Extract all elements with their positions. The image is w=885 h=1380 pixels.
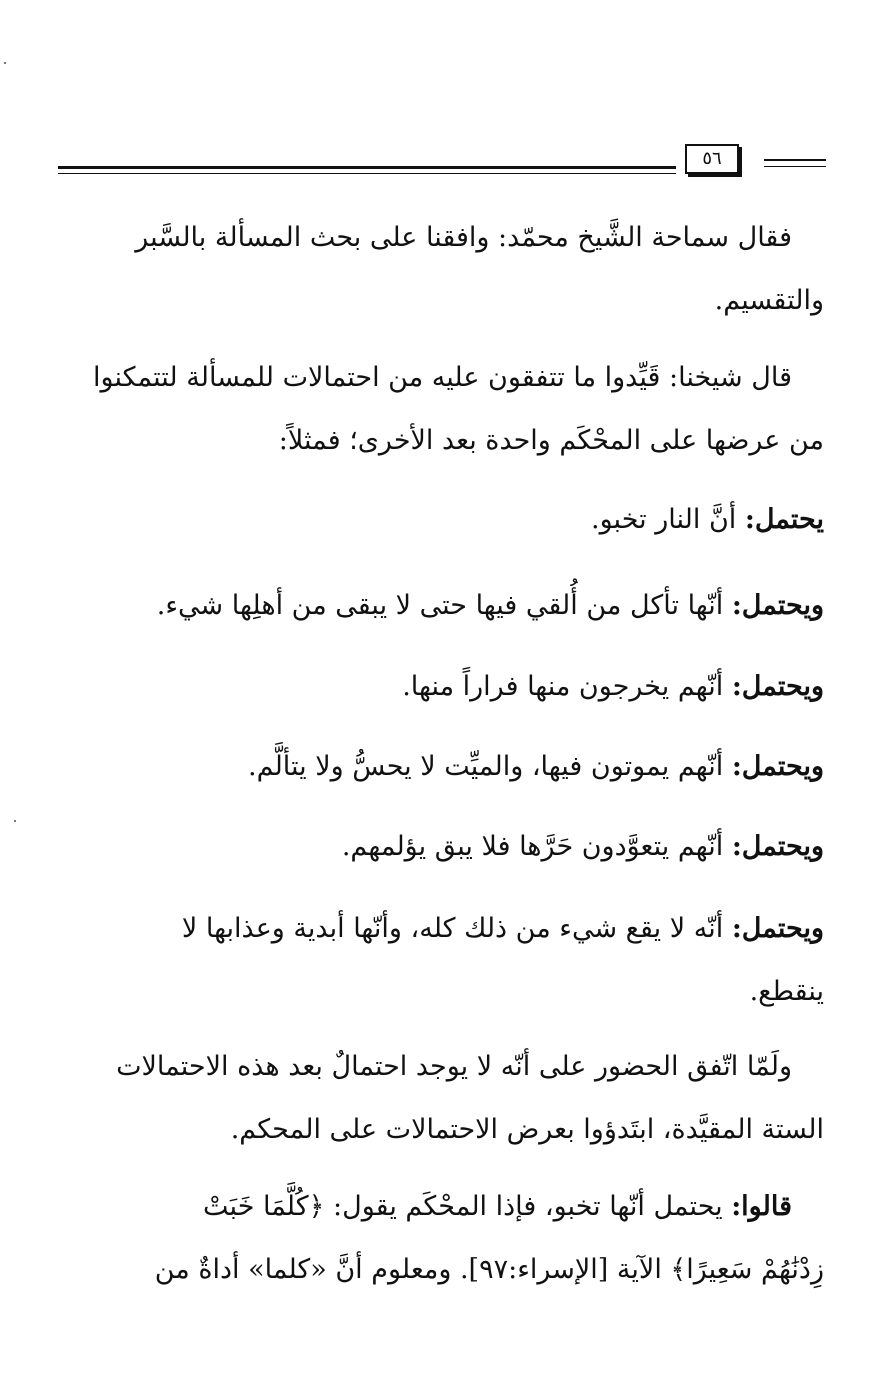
option-2 [52, 574, 824, 637]
header-rule-short-thin [764, 166, 826, 167]
paragraph-3 [52, 1035, 824, 1161]
option-label: ويحتمل: [731, 831, 824, 862]
option-text: أنّه لا يقع شيء من ذلك كله، وأنّها أبدية وعذابها لا [181, 913, 732, 944]
paragraph-1 [52, 206, 824, 332]
page-header [58, 140, 826, 180]
option-text: أنّها تأكل من أُلقي فيها حتى لا يبقى من أهلِها شيء. [156, 590, 732, 621]
paragraph-line: زِدْنَٰهُمْ سَعِيرًا﴾ الآية [الإسراء:٩٧]. ومعلوم أنَّ «كلما» أداةٌ من [154, 1254, 824, 1285]
paragraph-line: من عرضها على المحْكَم واحدة بعد الأخرى؛ فمثلاً: [278, 425, 824, 456]
scan-speck [14, 820, 16, 822]
option-label: ويحتمل: [731, 671, 824, 702]
paragraph-line: ولَمّا اتّفق الحضور على أنّه لا يوجد احتمالٌ بعد هذه الاحتمالات [116, 1051, 792, 1082]
option-text: أنّهم يتعوَّدون حَرَّها فلا يبق يؤلمهم. [341, 831, 732, 862]
option-text: أنّهم يخرجون منها فراراً منها. [402, 671, 732, 702]
speaker-label: قالوا: [731, 1191, 792, 1222]
option-label: ويحتمل: [731, 913, 824, 944]
page-number: ٥٦ [685, 144, 739, 174]
option-continuation: ينقطع. [749, 976, 824, 1007]
paragraph-line: قال شيخنا: قَيِّدوا ما تتفقون عليه من احتمالات للمسألة لتتمكنوا [93, 362, 792, 393]
option-label: ويحتمل: [731, 590, 824, 621]
option-text: أنَّ النار تخبو. [591, 504, 745, 535]
option-6 [52, 897, 824, 1023]
header-rule-thin [58, 173, 676, 174]
paragraph-4 [52, 1175, 824, 1301]
option-3 [52, 655, 824, 718]
option-text: أنّهم يموتون فيها، والميِّت لا يحسُّ ولا يتألَّم. [248, 751, 732, 782]
header-rule-short [764, 159, 826, 161]
option-label: يحتمل: [744, 504, 824, 535]
option-4 [52, 735, 824, 798]
option-1 [52, 488, 824, 551]
paragraph-line: الستة المقيَّدة، ابتَدؤوا بعرض الاحتمالات على المحكم. [230, 1114, 824, 1145]
paragraph-line: والتقسيم. [714, 285, 824, 316]
option-label: ويحتمل: [731, 751, 824, 782]
scan-speck [4, 62, 6, 64]
option-5 [52, 815, 824, 878]
paragraph-2 [52, 346, 824, 472]
paragraph-line: فقال سماحة الشَّيخ محمّد: وافقنا على بحث المسألة بالسَّبر [135, 222, 792, 253]
paragraph-line: يحتمل أنّها تخبو، فإذا المحْكَم يقول: ﴿كُلَّمَا خَبَتْ [203, 1191, 732, 1222]
header-rule-thick [58, 166, 676, 169]
